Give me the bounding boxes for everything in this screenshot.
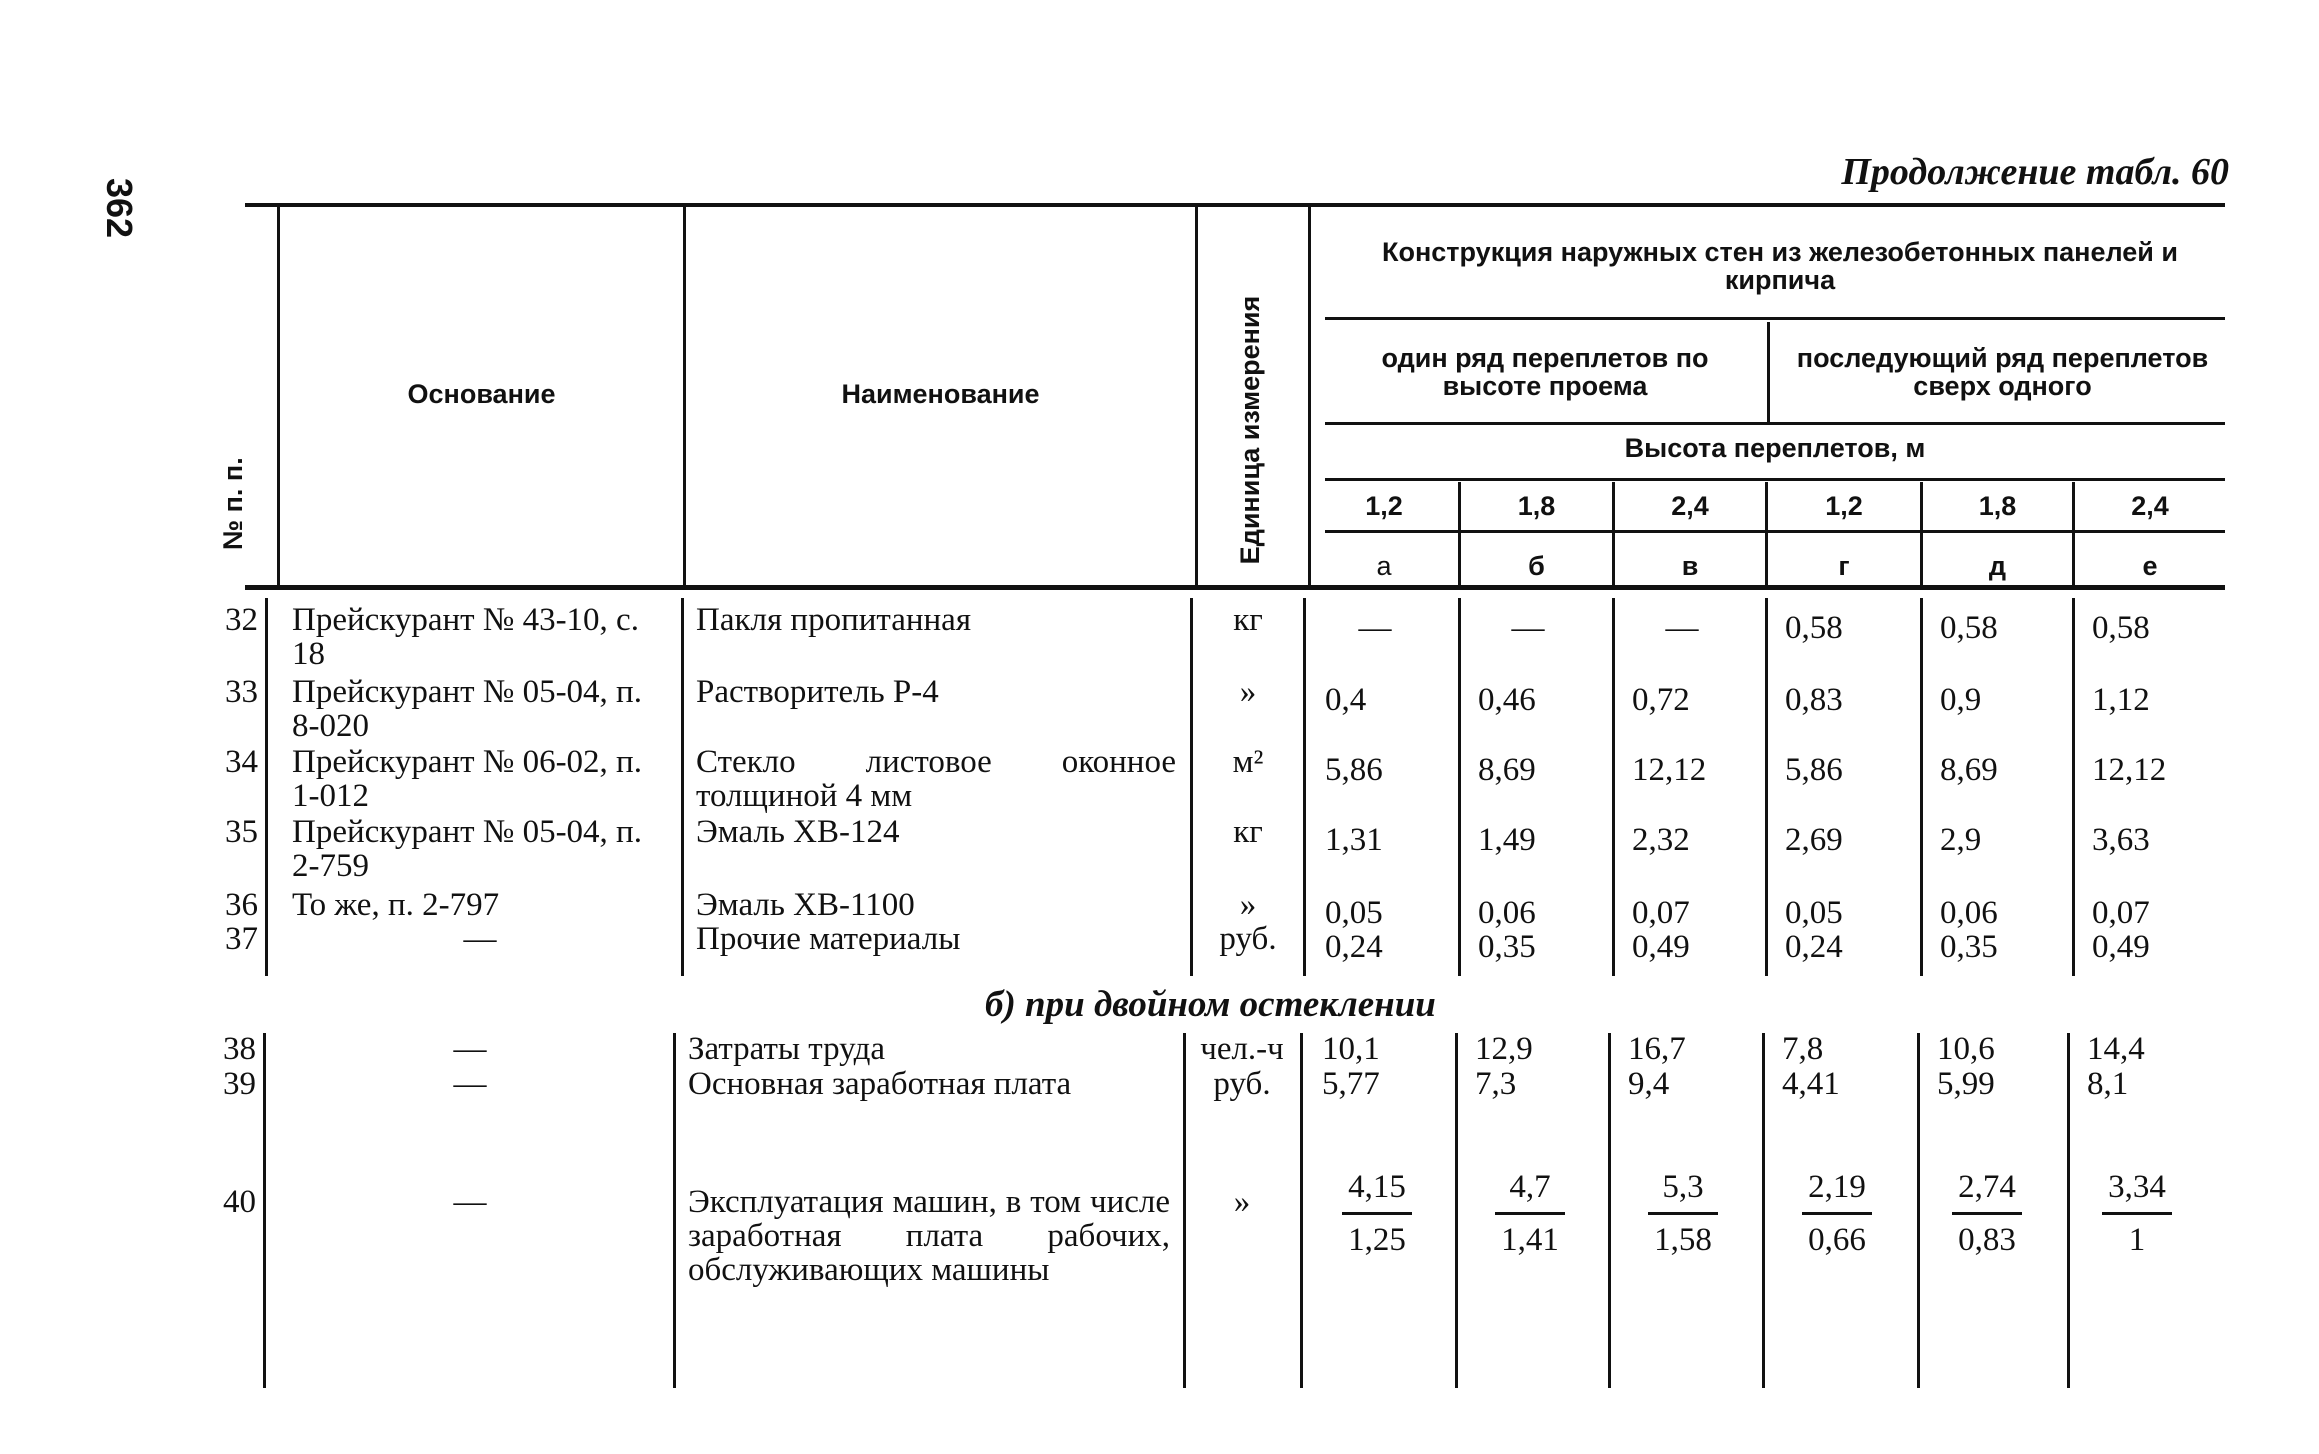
row-value: 10,1 xyxy=(1322,1031,1380,1067)
row-unit: » xyxy=(1233,1184,1251,1220)
header-group2: последующий ряд переплетов сверх одного xyxy=(1796,343,2209,401)
fraction-bar xyxy=(1495,1212,1565,1215)
header-height-val: 2,4 xyxy=(1671,491,1709,521)
body-divider-a6 xyxy=(1612,598,1615,976)
header-construction: Конструкция наружных стен из железобетонных панелей и кирпича xyxy=(1382,237,2178,295)
fraction-value xyxy=(1792,1170,1882,1257)
row-number: 37 xyxy=(225,921,258,957)
row-value: 16,7 xyxy=(1628,1031,1686,1067)
fraction-denominator: 1,58 xyxy=(1654,1222,1712,1258)
body-divider-a2 xyxy=(681,598,684,976)
header-rule-height xyxy=(1325,478,2225,481)
row-value: 0,35 xyxy=(1940,929,1998,965)
header-rule-construction xyxy=(1325,317,2225,320)
body-divider-a3 xyxy=(1190,598,1193,976)
fraction-numerator: 2,19 xyxy=(1808,1169,1866,1205)
fraction-value xyxy=(1485,1170,1575,1257)
body-divider-b9 xyxy=(2067,1033,2070,1388)
header-basis: Основание xyxy=(407,379,556,409)
row-name: Эмаль ХВ-1100 xyxy=(696,887,915,923)
body-divider-a7 xyxy=(1765,598,1768,976)
row-name: Затраты труда xyxy=(688,1031,886,1067)
row-unit: м² xyxy=(1232,744,1264,780)
row-basis: Прейскурант № 06-02, п. 1-012 xyxy=(292,744,642,814)
row-unit: кг xyxy=(1233,814,1263,850)
row-value: 0,35 xyxy=(1478,929,1536,965)
row-unit: » xyxy=(1239,674,1257,710)
body-divider-b8 xyxy=(1917,1033,1920,1388)
row-number: 36 xyxy=(225,887,258,923)
row-basis: То же, п. 2-797 xyxy=(292,887,500,923)
row-value: 12,12 xyxy=(2092,752,2167,788)
header-group1: один ряд переплетов по высоте проема xyxy=(1381,343,1709,401)
row-value: 5,86 xyxy=(1785,752,1843,788)
row-unit: чел.-ч xyxy=(1200,1031,1284,1067)
row-unit: руб. xyxy=(1213,1066,1271,1102)
body-divider-a9 xyxy=(2072,598,2075,976)
row-name: Основная заработная плата xyxy=(688,1066,1072,1102)
row-value: 0,9 xyxy=(1940,682,1982,718)
header-height-val: 1,8 xyxy=(1978,491,2017,521)
row-value: 5,77 xyxy=(1322,1066,1380,1102)
row-value: 0,46 xyxy=(1478,682,1536,718)
fraction-bar xyxy=(1342,1212,1412,1215)
row-value: 8,1 xyxy=(2087,1066,2129,1102)
header-bottom-rule xyxy=(245,585,2225,590)
header-letter: в xyxy=(1681,551,1699,581)
row-value: 8,69 xyxy=(1478,752,1536,788)
row-name: Пакля пропитанная xyxy=(696,602,972,638)
row-basis: — xyxy=(453,1184,487,1220)
row-value: 0,49 xyxy=(1632,929,1690,965)
header-letter: д xyxy=(1988,551,2007,581)
fraction-value xyxy=(1942,1170,2032,1257)
row-value: 8,69 xyxy=(1940,752,1998,788)
row-value: 7,3 xyxy=(1475,1066,1517,1102)
body-divider-a1 xyxy=(265,598,268,976)
row-value: 0,06 xyxy=(1940,895,1998,931)
row-basis: Прейскурант № 05-04, п. 8-020 xyxy=(292,674,642,744)
header-unit: Единица измерения xyxy=(1235,295,1265,565)
row-value: 0,4 xyxy=(1325,682,1367,718)
body-divider-a5 xyxy=(1458,598,1461,976)
row-basis: — xyxy=(453,1031,487,1067)
fraction-denominator: 1 xyxy=(2128,1222,2146,1258)
row-value: 5,99 xyxy=(1937,1066,1995,1102)
body-divider-b1 xyxy=(263,1033,266,1388)
row-unit: кг xyxy=(1233,602,1263,638)
row-number: 38 xyxy=(223,1031,256,1067)
row-value: — xyxy=(1665,610,1699,646)
row-basis: — xyxy=(463,921,497,957)
row-value: 3,63 xyxy=(2092,822,2150,858)
fraction-value xyxy=(1638,1170,1728,1257)
header-divider-3 xyxy=(1195,207,1198,585)
row-unit: руб. xyxy=(1219,921,1277,957)
row-value: 5,86 xyxy=(1325,752,1383,788)
row-value: — xyxy=(1511,610,1545,646)
fraction-bar xyxy=(1952,1212,2022,1215)
row-value: 0,58 xyxy=(2092,610,2150,646)
row-name: Эмаль ХВ-124 xyxy=(696,814,900,850)
row-name: Эксплуатация машин, в том числе заработная плата рабочих, обслуживающих машины xyxy=(688,1184,1170,1288)
row-value: 9,4 xyxy=(1628,1066,1670,1102)
body-divider-a4 xyxy=(1303,598,1306,976)
header-height: Высота переплетов, м xyxy=(1624,433,1926,463)
fraction-numerator: 3,34 xyxy=(2108,1169,2166,1205)
page-number: 362 xyxy=(99,178,140,239)
row-value: 7,8 xyxy=(1782,1031,1824,1067)
header-height-val: 1,2 xyxy=(1825,491,1863,521)
row-value: 10,6 xyxy=(1937,1031,1995,1067)
body-divider-b5 xyxy=(1455,1033,1458,1388)
row-name: Прочие материалы xyxy=(696,921,961,957)
header-height-val: 1,8 xyxy=(1517,491,1556,521)
fraction-bar xyxy=(2102,1212,2172,1215)
row-value: 0,72 xyxy=(1632,682,1690,718)
row-value: 1,12 xyxy=(2092,682,2150,718)
row-value: 2,9 xyxy=(1940,822,1982,858)
fraction-denominator: 1,25 xyxy=(1348,1222,1406,1258)
row-unit: » xyxy=(1239,887,1257,923)
fraction-bar xyxy=(1802,1212,1872,1215)
header-letter: г xyxy=(1838,551,1850,581)
row-number: 34 xyxy=(225,744,258,780)
header-height-val: 1,2 xyxy=(1365,491,1403,521)
row-value: 0,05 xyxy=(1785,895,1843,931)
body-divider-b7 xyxy=(1762,1033,1765,1388)
row-basis: Прейскурант № 43-10, с. 18 xyxy=(292,602,639,672)
header-divider-4 xyxy=(1308,207,1311,585)
row-value: 4,41 xyxy=(1782,1066,1840,1102)
row-value: 0,24 xyxy=(1785,929,1843,965)
row-value: 0,06 xyxy=(1478,895,1536,931)
row-value: 0,07 xyxy=(1632,895,1690,931)
fraction-denominator: 0,66 xyxy=(1808,1222,1866,1258)
row-value: 12,9 xyxy=(1475,1031,1533,1067)
header-height-val: 2,4 xyxy=(2131,491,2169,521)
row-value: 0,58 xyxy=(1785,610,1843,646)
row-value: 0,07 xyxy=(2092,895,2150,931)
header-num: № п. п. xyxy=(218,457,248,550)
row-number: 40 xyxy=(223,1184,256,1220)
fraction-denominator: 1,41 xyxy=(1501,1222,1559,1258)
row-value: 0,49 xyxy=(2092,929,2150,965)
row-value: 14,4 xyxy=(2087,1031,2145,1067)
body-divider-a8 xyxy=(1920,598,1923,976)
fraction-numerator: 4,15 xyxy=(1348,1169,1406,1205)
header-letter: е xyxy=(2142,551,2158,581)
row-value: 12,12 xyxy=(1632,752,1707,788)
body-divider-b2 xyxy=(673,1033,676,1388)
header-rule-groups xyxy=(1325,422,2225,425)
table-continuation-caption: Продолжение табл. 60 xyxy=(1841,151,2229,193)
fraction-numerator: 4,7 xyxy=(1509,1169,1551,1205)
fraction-numerator: 5,3 xyxy=(1662,1169,1704,1205)
row-name: Растворитель Р-4 xyxy=(696,674,939,710)
row-value: 2,32 xyxy=(1632,822,1690,858)
fraction-value xyxy=(2092,1170,2182,1257)
header-divider-groups xyxy=(1767,322,1770,422)
row-value: 1,31 xyxy=(1325,822,1383,858)
fraction-denominator: 0,83 xyxy=(1958,1222,2016,1258)
row-value: 1,49 xyxy=(1478,822,1536,858)
fraction-numerator: 2,74 xyxy=(1958,1169,2016,1205)
header-letter: б xyxy=(1528,551,1545,581)
row-number: 33 xyxy=(225,674,258,710)
header-letter: а xyxy=(1376,551,1392,581)
row-number: 35 xyxy=(225,814,258,850)
row-value: 2,69 xyxy=(1785,822,1843,858)
fraction-bar xyxy=(1648,1212,1718,1215)
row-number: 32 xyxy=(225,602,258,638)
row-value: 0,05 xyxy=(1325,895,1383,931)
table-top-rule xyxy=(245,203,2225,207)
row-value: 0,24 xyxy=(1325,929,1383,965)
header-name: Наименование xyxy=(841,379,1040,409)
row-value: — xyxy=(1358,610,1392,646)
fraction-value xyxy=(1332,1170,1422,1257)
row-value: 0,58 xyxy=(1940,610,1998,646)
row-number: 39 xyxy=(223,1066,256,1102)
row-value: 0,83 xyxy=(1785,682,1843,718)
body-divider-b6 xyxy=(1608,1033,1611,1388)
row-name: Стекло листовое оконное толщиной 4 мм xyxy=(696,744,1176,814)
section-title: б) при двойном остеклении xyxy=(985,984,1436,1025)
row-basis: Прейскурант № 05-04, п. 2-759 xyxy=(292,814,642,884)
row-basis: — xyxy=(453,1066,487,1102)
